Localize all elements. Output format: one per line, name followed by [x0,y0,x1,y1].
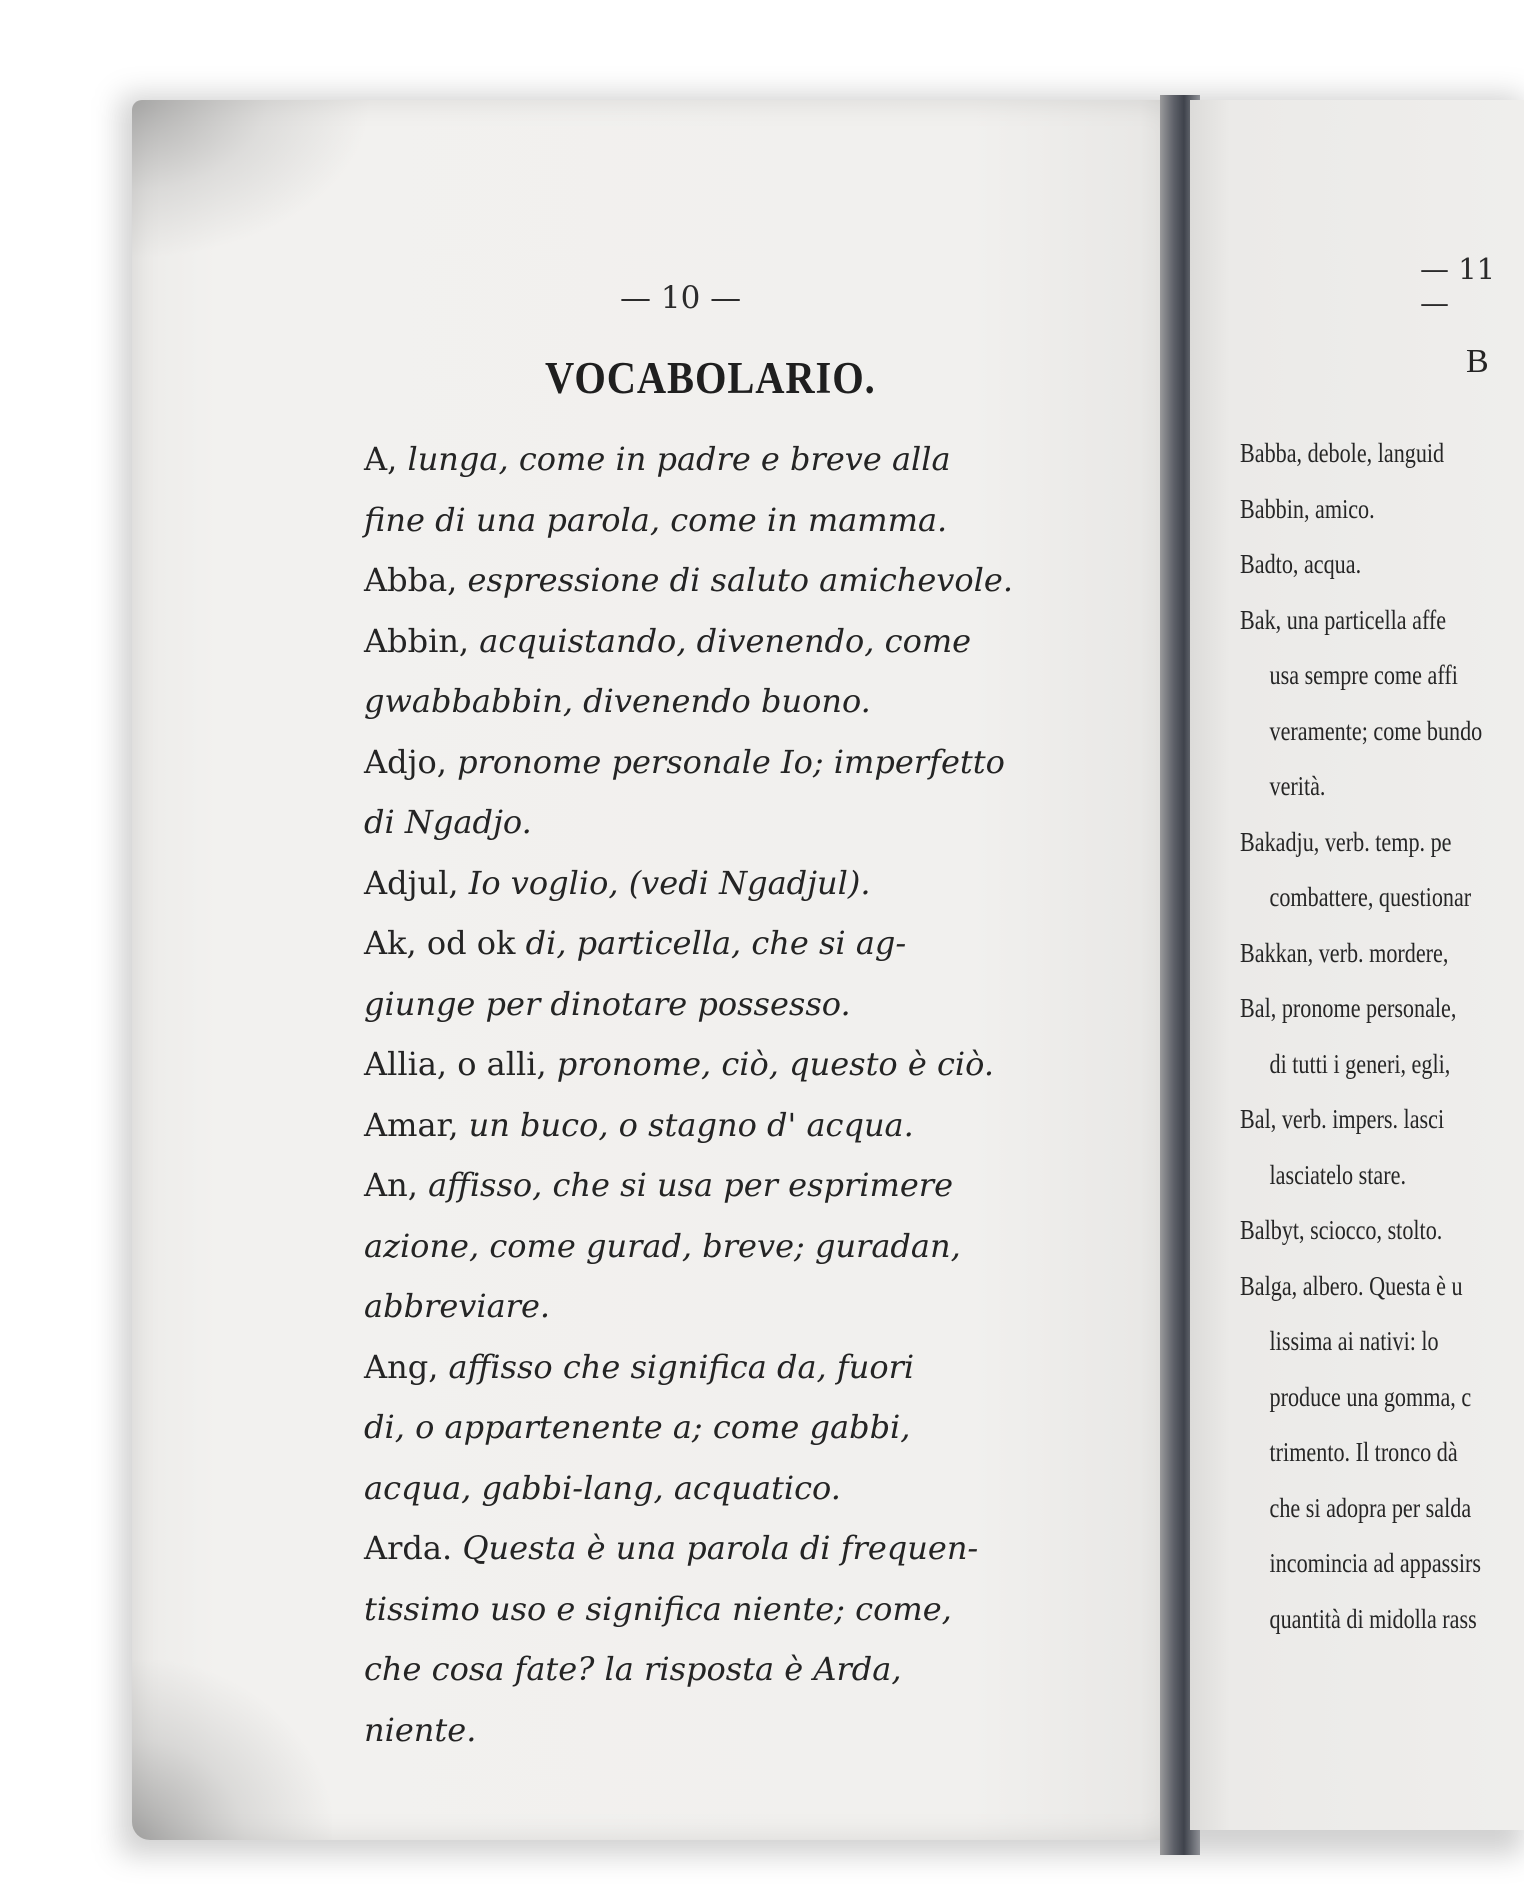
entry-line: Adjo, pronome personale Io; imperfetto [364,742,1005,781]
entry-line: Bak, una particella affe [1240,604,1447,635]
entry-line: giunge per dinotare possesso. [364,984,851,1023]
entry-line: lissima ai nativi: lo [1269,1326,1439,1356]
entry-line: incomincia ad appassirs [1269,1548,1482,1578]
entry-line: fine di una parola, come in mamma. [364,500,948,539]
entry-line: Abba, espressione di saluto amichevole. [364,561,1013,599]
entry-line: Adjul, Io voglio, (vedi Ngadjul). [364,863,871,902]
entry-line: Bakkan, verb. mordere, [1240,937,1449,968]
entry-line: abbreviare. [364,1287,551,1325]
entry-line: lasciatelo stare. [1269,1159,1406,1190]
right-page-entries [1240,426,1524,1647]
entry-line: Ang, affisso che significa da, fuori [364,1347,915,1386]
entry-line: Balga, albero. Questa è u [1240,1270,1463,1301]
entry-line: Arda. Questa è una parola di frequen- [364,1529,979,1567]
entry-line: Balbyt, sciocco, stolto. [1240,1215,1443,1245]
right-page-number: — 11 — [1420,252,1496,320]
entry-line: Bal, verb. impers. lasci [1240,1104,1445,1134]
entry-line: Badto, acqua. [1240,549,1362,579]
entry-line: niente. [364,1710,477,1749]
page-stain-bottom-left [132,1660,332,1840]
entry-line: che cosa fate? la risposta è Arda, [364,1650,902,1688]
entry-line: gwabbabbin, divenendo buono. [364,682,871,720]
entry-line: Babbin, amico. [1240,493,1375,524]
entry-line: tissimo uso e significa niente; come, [364,1589,952,1628]
section-letter: B [1466,343,1489,380]
entry-line: verità. [1269,771,1326,801]
entry-line: trimento. Il tronco dà [1269,1437,1458,1467]
entry-line: azione, come gurad, breve; guradan, [364,1226,961,1265]
left-page-number: — 10 — [620,280,742,316]
page-title: VOCABOLARIO. [545,353,876,403]
entry-line: A, lunga, come in padre e breve alla [364,440,951,478]
entry-line: veramente; come bundo [1269,715,1483,746]
entry-line: che si adopra per salda [1269,1492,1472,1523]
entry-line: Bakadju, verb. temp. pe [1240,826,1452,857]
entry-line: quantità di midolla rass [1269,1603,1477,1634]
entry-line: di, o appartenente a; come gabbi, [364,1408,911,1446]
vocabulary-entries [364,433,1044,1757]
entry-line: Ak, od ok di, particella, che si ag- [364,924,907,962]
entry-line: An, affisso, che si usa per esprimere [364,1166,954,1204]
entry-line: Abbin, acquistando, divenendo, come [364,621,972,660]
entry-line: produce una gomma, c [1269,1381,1472,1412]
entry-line: Bal, pronome personale, [1240,993,1457,1023]
entry-line: Amar, un buco, o stagno d' acqua. [364,1105,914,1144]
entry-line: di Ngadjo. [364,803,532,841]
page-stain-top-left [132,100,372,260]
entry-line: combattere, questionar [1269,882,1472,912]
entry-line: di tutti i generi, egli, [1269,1048,1451,1079]
entry-line: Babba, debole, languid [1240,438,1445,468]
entry-line: Allia, o alli, pronome, ciò, questo è ciò. [364,1045,994,1083]
entry-line: acqua, gabbi-lang, acquatico. [364,1468,841,1507]
entry-line: usa sempre come affi [1269,660,1458,690]
